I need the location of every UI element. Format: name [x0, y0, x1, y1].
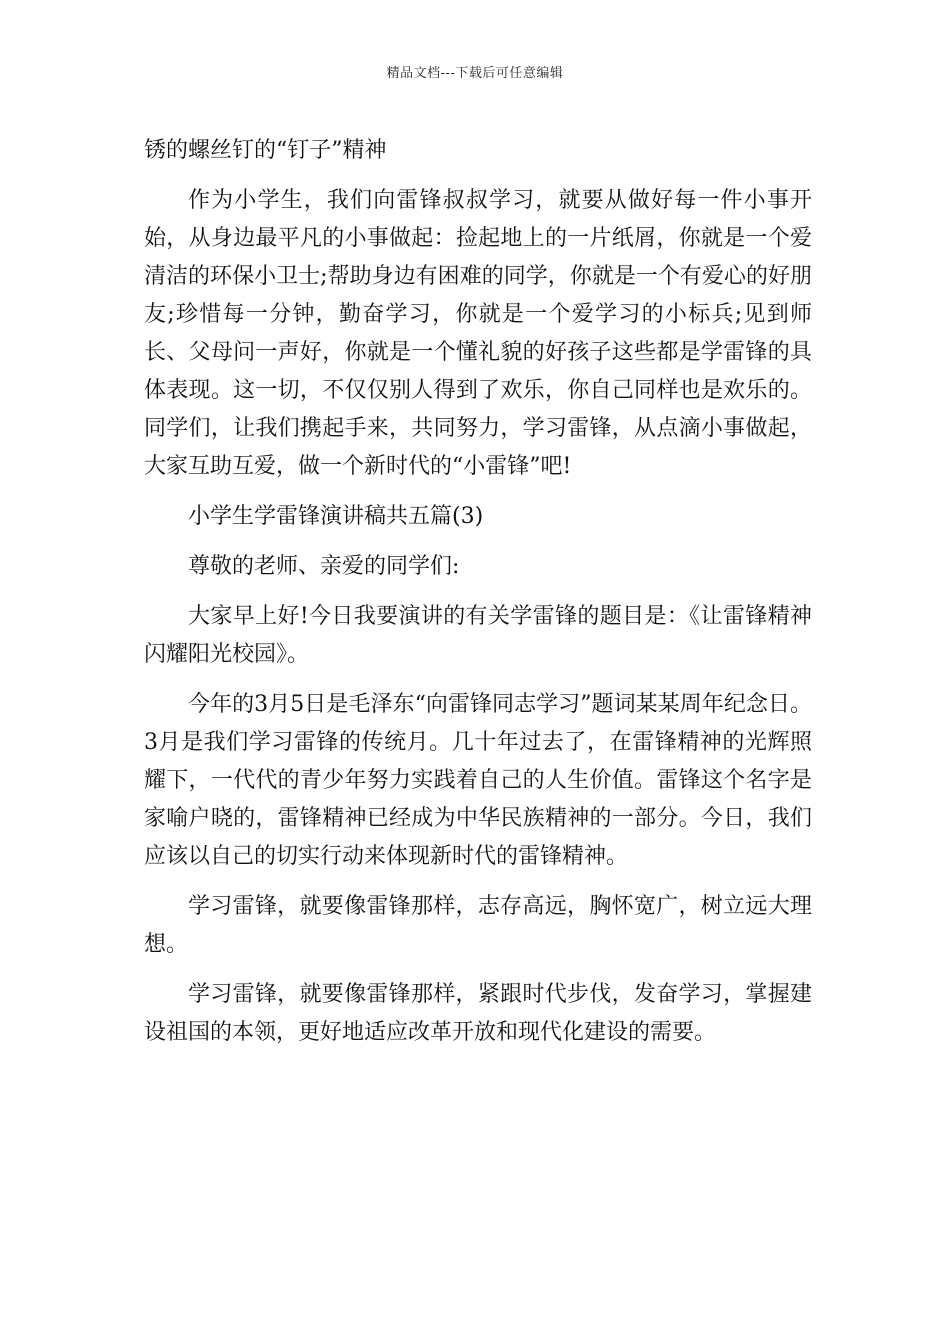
document-body: [144, 132, 812, 1064]
paragraph-7: 学习雷锋，就要像雷锋那样，志存高远，胸怀宽广，树立远大理想。: [144, 894, 812, 957]
paragraph-5: 大家早上好!今日我要演讲的有关学雷锋的题目是：《让雷锋精神闪耀阳光校园》。: [144, 604, 812, 667]
paragraph-2: 作为小学生，我们向雷锋叔叔学习，就要从做好每一件小事开始，从身边最平凡的小事做起：捡起地上的一片纸屑，你就是一个爱清洁的环保小卫士;帮助身边有困难的同学，你就是一个有爱心的好朋友;珍惜每一分钟，勤奋学习，你就是一个爱学习的小标兵;见到师长、父母问一声好，你就是一个懂礼貌的好孩子这些都是学雷锋的具体表现。这一切，不仅仅别人得到了欢乐，你自己同样也是欢乐的。同学们，让我们携起手来，共同努力，学习雷锋，从点滴小事做起，大家互助互爱，做一个新时代的“小雷锋”吧!: [144, 188, 812, 479]
salutation: 尊敬的老师、亲爱的同学们:: [188, 554, 460, 579]
paragraph-6: 今年的3月5日是毛泽东“向雷锋同志学习”题词某某周年纪念日。3月是我们学习雷锋的传统月。几十年过去了，在雷锋精神的光辉照耀下，一代代的青少年努力实践着自己的人生价值。雷锋这个名字是家喻户晓的，雷锋精神已经成为中华民族精神的一部分。今日，我们应该以自己的切实行动来体现新时代的雷锋精神。: [144, 692, 812, 869]
section-title: 小学生学雷锋演讲稿共五篇(3): [188, 504, 484, 529]
page-header: 精品文档---下载后可任意编辑: [386, 66, 564, 81]
paragraph-8: 学习雷锋，就要像雷锋那样，紧跟时代步伐，发奋学习，掌握建设祖国的本领，更好地适应改革开放和现代化建设的需要。: [144, 982, 812, 1045]
paragraph-1: 锈的螺丝钉的“钉子”精神: [144, 138, 387, 163]
